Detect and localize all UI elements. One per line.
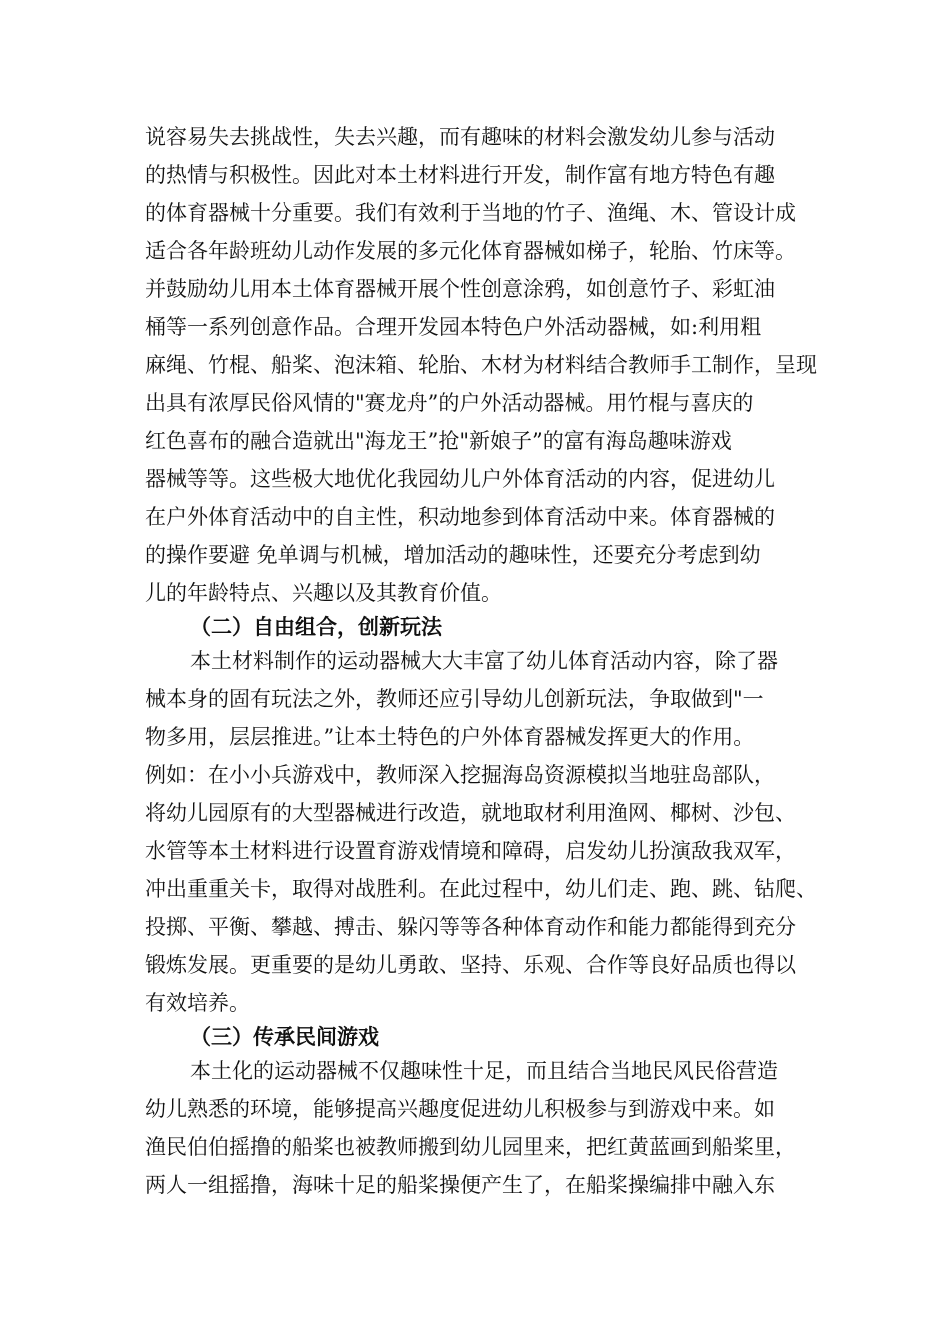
text-line: 投掷、平衡、攀越、搏击、躲闪等等各种体育动作和能力都能得到充分	[145, 915, 796, 939]
text-line: 红色喜布的融合造就出"海龙王”抢"新娘子”的富有海岛趣味游戏	[145, 429, 732, 453]
text-line: 冲出重重关卡，取得对战胜利。在此过程中，幼儿们走、跑、跳、钻爬、	[145, 877, 817, 901]
text-line: 说容易失去挑战性，失去兴趣，而有趣味的材料会激发幼儿参与活动	[145, 125, 775, 149]
text-line: 水管等本土材料进行设置育游戏情境和障碍，启发幼儿扮演敌我双军，	[145, 839, 796, 863]
text-line: 将幼儿园原有的大型器械进行改造，就地取材利用渔网、椰树、沙包、	[145, 801, 796, 825]
text-line: 麻绳、竹棍、船桨、泡沫箱、轮胎、木材为材料结合教师手工制作，呈现	[145, 353, 817, 377]
text-line: 的体育器械十分重要。我们有效利于当地的竹子、渔绳、木、管设计成	[145, 201, 796, 225]
section-heading: （二）自由组合，创新玩法	[190, 615, 442, 639]
text-line: 在户外体育活动中的自主性，积动地参到体育活动中来。体育器械的	[145, 505, 775, 529]
text-line: 幼儿熟悉的环境，能够提高兴趣度促进幼儿积极参与到游戏中来。如	[145, 1097, 775, 1121]
text-line: 例如：在小小兵游戏中，教师深入挖掘海岛资源模拟当地驻岛部队，	[145, 763, 775, 787]
text-line: 物多用，层层推进。”让本土特色的户外体育器械发挥更大的作用。	[145, 725, 755, 749]
text-line: 两人一组摇撸，海味十足的船桨操便产生了，在船桨操编排中融入东	[145, 1173, 775, 1197]
text-line: 的热情与积极性。因此对本土材料进行开发，制作富有地方特色有趣	[145, 163, 775, 187]
text-line: 有效培养。	[145, 991, 250, 1015]
text-line: 渔民伯伯摇撸的船桨也被教师搬到幼儿园里来，把红黄蓝画到船桨里，	[145, 1135, 796, 1159]
text-line: 锻炼发展。更重要的是幼儿勇敢、坚持、乐观、合作等良好品质也得以	[145, 953, 796, 977]
text-line: 本土材料制作的运动器械大大丰富了幼儿体育活动内容，除了器	[190, 649, 778, 673]
text-line: 出具有浓厚民俗风情的"赛龙舟”的户外活动器械。用竹棍与喜庆的	[145, 391, 754, 415]
text-line: 适合各年龄班幼儿动作发展的多元化体育器械如梯子，轮胎、竹床等。	[145, 239, 796, 263]
text-line: 桶等一系列创意作品。合理开发园本特色户外活动器械，如:利用粗	[145, 315, 762, 339]
text-line: 本土化的运动器械不仅趣味性十足，而且结合当地民风民俗营造	[190, 1059, 778, 1083]
text-line: 器械等等。这些极大地优化我园幼儿户外体育活动的内容，促进幼儿	[145, 467, 775, 491]
text-line: 械本身的固有玩法之外，教师还应引导幼儿创新玩法，争取做到"一	[145, 687, 764, 711]
section-heading: （三）传承民间游戏	[190, 1025, 379, 1049]
text-line: 并鼓励幼儿用本土体育器械开展个性创意涂鸦，如创意竹子、彩虹油	[145, 277, 775, 301]
text-line: 儿的年龄特点、兴趣以及其教育价值。	[145, 581, 502, 605]
text-line: 的操作要避 免单调与机械，增加活动的趣味性，还要充分考虑到幼	[145, 543, 761, 567]
